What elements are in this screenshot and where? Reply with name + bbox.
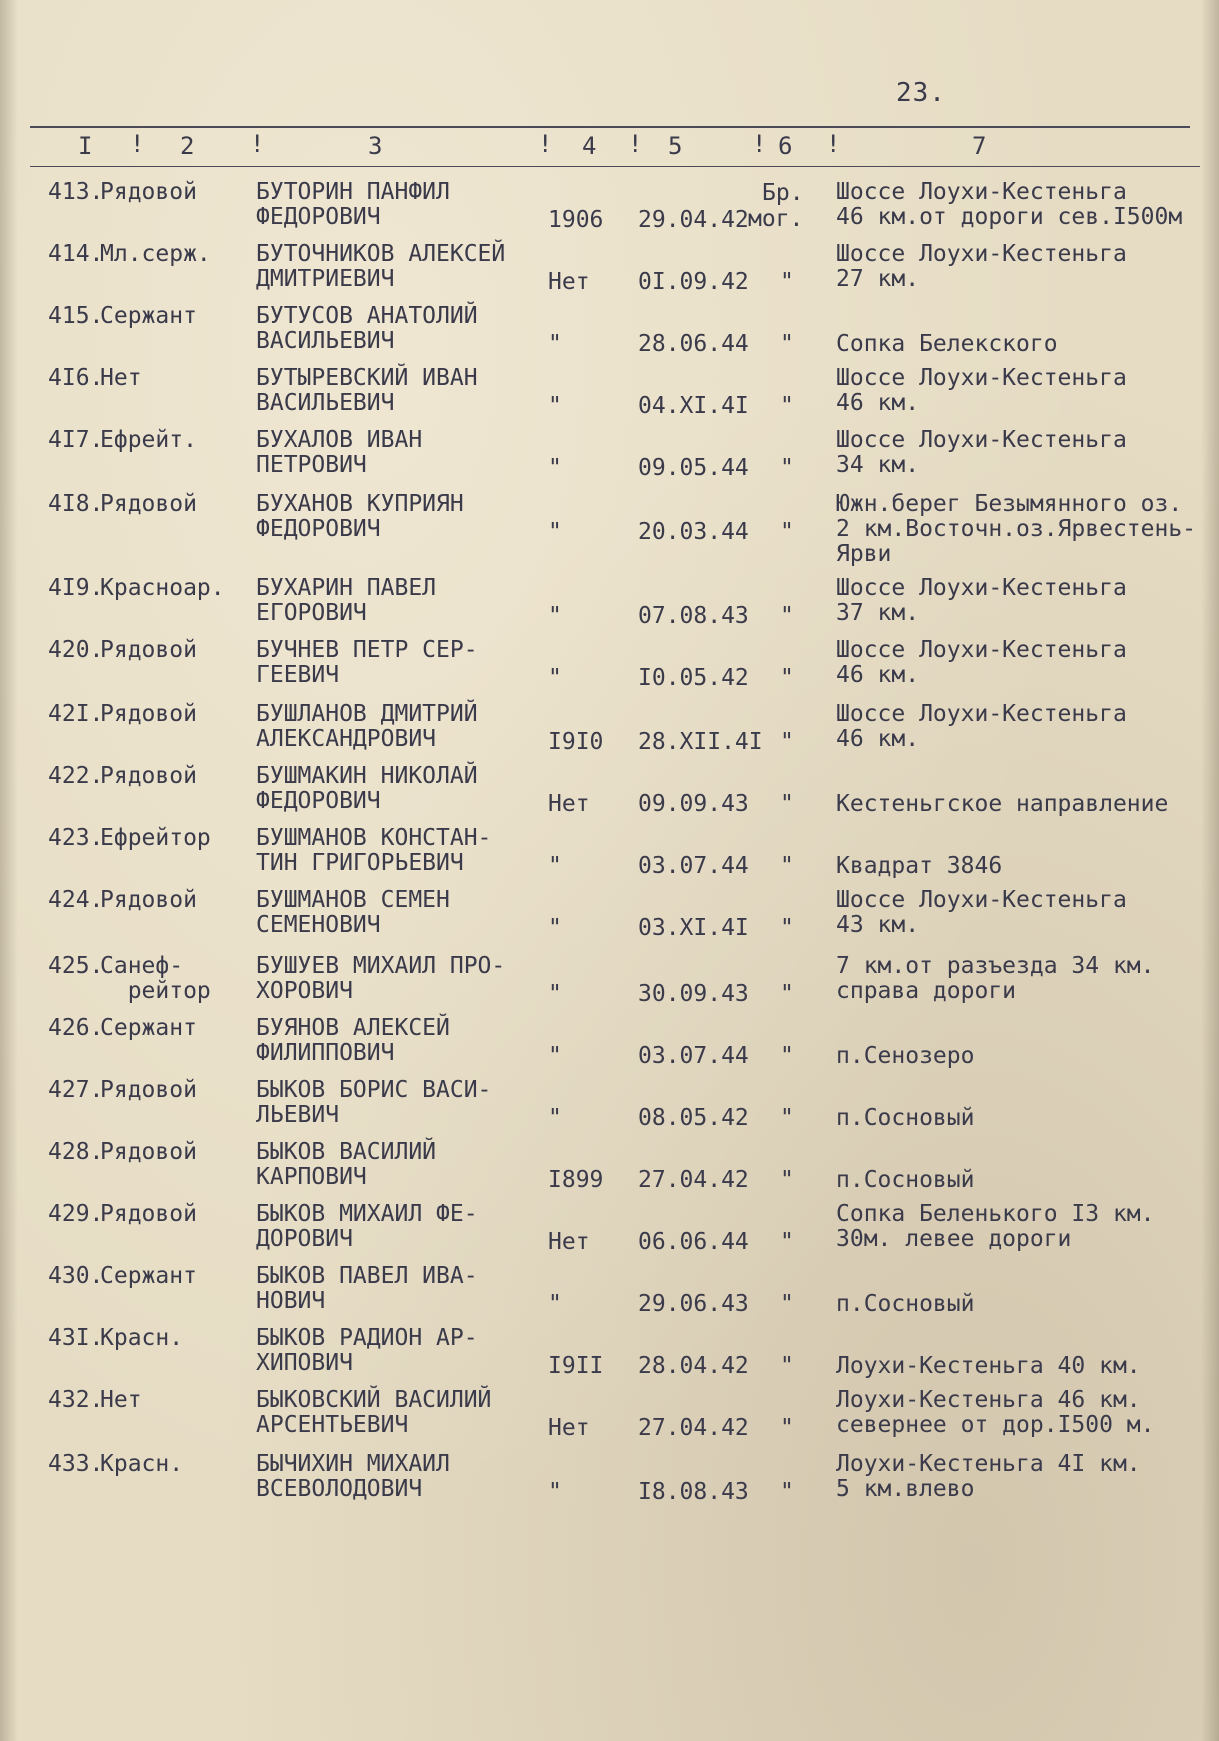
row-rank: Ефрейтор <box>100 825 211 851</box>
row-number: 414. <box>48 241 104 267</box>
row-burial-place: п.Сосновый <box>836 1105 975 1131</box>
row-birth-year: " <box>548 853 562 879</box>
row-burial-place: Южн.берег Безымянного оз. 2 км.Восточн.оз.Ярвестень- Ярви <box>836 491 1197 567</box>
row-number: 424. <box>48 887 104 913</box>
row-name: БУШМАНОВ СЕМЕН СЕМЕНОВИЧ <box>256 887 450 938</box>
row-name: БУШУЕВ МИХАИЛ ПРО- ХОРОВИЧ <box>256 953 506 1004</box>
row-rank: Красн. <box>100 1325 184 1351</box>
row-number: 427. <box>48 1077 104 1103</box>
row-date: 28.XII.4I <box>638 729 763 755</box>
table-row <box>0 702 1219 764</box>
row-birth-year: " <box>548 1291 562 1317</box>
row-number: 423. <box>48 825 104 851</box>
row-name: БУШМАНОВ КОНСТАН- ТИН ГРИГОРЬЕВИЧ <box>256 825 492 876</box>
row-unit-ditto: " <box>780 1043 794 1069</box>
row-number: 43I. <box>48 1325 104 1351</box>
row-name: БУЧНЕВ ПЕТР СЕР- ГЕЕВИЧ <box>256 637 478 688</box>
row-burial-place: Лоухи-Кестеньга 40 км. <box>836 1353 1141 1379</box>
unit-abbrev-line1: Бр. <box>762 180 804 206</box>
row-birth-year: I9II <box>548 1353 604 1379</box>
unit-abbrev-line2: мог. <box>748 206 804 232</box>
row-unit-ditto: " <box>780 665 794 691</box>
table-row <box>0 1140 1219 1202</box>
header-col-1: I <box>78 132 93 160</box>
row-unit-ditto: " <box>780 1415 794 1441</box>
row-birth-year: " <box>548 455 562 481</box>
row-date: 28.04.42 <box>638 1353 749 1379</box>
row-name: БУХАЛОВ ИВАН ПЕТРОВИЧ <box>256 427 423 478</box>
row-birth-year: " <box>548 393 562 419</box>
header-separator: ! <box>628 130 643 158</box>
header-separator: ! <box>752 130 767 158</box>
row-birth-year: I899 <box>548 1167 604 1193</box>
row-rank: Рядовой <box>100 491 197 517</box>
row-rank: Красн. <box>100 1451 184 1477</box>
row-number: 425. <box>48 953 104 979</box>
row-number: 4I7. <box>48 427 104 453</box>
row-name: БУТОРИН ПАНФИЛ ФЕДОРОВИЧ <box>256 179 450 230</box>
table-row <box>0 764 1219 826</box>
row-date: 30.09.43 <box>638 981 749 1007</box>
row-number: 428. <box>48 1139 104 1165</box>
row-burial-place: 7 км.от разъезда 34 км. справа дороги <box>836 953 1155 1004</box>
row-birth-year: " <box>548 1105 562 1131</box>
row-burial-place: Кестеньгское направление <box>836 791 1169 817</box>
row-birth-year: 1906 <box>548 207 604 233</box>
row-name: БУЯНОВ АЛЕКСЕЙ ФИЛИППОВИЧ <box>256 1015 450 1066</box>
row-unit-ditto: " <box>780 1167 794 1193</box>
row-birth-year: " <box>548 1479 562 1505</box>
row-rank: Сержант <box>100 1015 197 1041</box>
row-name: БУШЛАНОВ ДМИТРИЙ АЛЕКСАНДРОВИЧ <box>256 701 478 752</box>
row-rank: Сержант <box>100 1263 197 1289</box>
row-name: БУТОЧНИКОВ АЛЕКСЕЙ ДМИТРИЕВИЧ <box>256 241 506 292</box>
row-date: I0.05.42 <box>638 665 749 691</box>
row-name: БЫЧИХИН МИХАИЛ ВСЕВОЛОДОВИЧ <box>256 1451 450 1502</box>
header-rule-bottom <box>30 166 1200 167</box>
table-row <box>0 1016 1219 1078</box>
row-number: 430. <box>48 1263 104 1289</box>
row-name: БЫКОВ ПАВЕЛ ИВА- НОВИЧ <box>256 1263 478 1314</box>
row-birth-year: I9I0 <box>548 729 604 755</box>
table-row <box>0 954 1219 1016</box>
row-number: 432. <box>48 1387 104 1413</box>
row-rank: Нет <box>100 365 142 391</box>
row-date: 03.07.44 <box>638 1043 749 1069</box>
row-name: БУШМАКИН НИКОЛАЙ ФЕДОРОВИЧ <box>256 763 478 814</box>
row-birth-year: Нет <box>548 791 590 817</box>
table-row <box>0 242 1219 304</box>
table-row <box>0 1326 1219 1388</box>
row-name: БУХАРИН ПАВЕЛ ЕГОРОВИЧ <box>256 575 437 626</box>
header-separator: ! <box>826 130 841 158</box>
row-name: БЫКОВ МИХАИЛ ФЕ- ДОРОВИЧ <box>256 1201 478 1252</box>
row-date: 08.05.42 <box>638 1105 749 1131</box>
row-unit-ditto: " <box>780 455 794 481</box>
row-burial-place: Шоссе Лоухи-Кестеньга 34 км. <box>836 427 1127 478</box>
row-burial-place: п.Сенозеро <box>836 1043 975 1069</box>
row-rank: Рядовой <box>100 179 197 205</box>
row-unit-ditto: " <box>780 915 794 941</box>
row-birth-year: " <box>548 665 562 691</box>
row-date: 29.06.43 <box>638 1291 749 1317</box>
table-row <box>0 1202 1219 1264</box>
row-name: БЫКОВ БОРИС ВАСИ- ЛЬЕВИЧ <box>256 1077 492 1128</box>
row-date: 29.04.42 <box>638 207 749 233</box>
row-date: 03.07.44 <box>638 853 749 879</box>
row-rank: Рядовой <box>100 763 197 789</box>
row-name: БЫКОВ РАДИОН АР- ХИПОВИЧ <box>256 1325 478 1376</box>
table-row <box>0 492 1219 580</box>
row-number: 433. <box>48 1451 104 1477</box>
row-unit-ditto: " <box>780 1353 794 1379</box>
row-rank: Рядовой <box>100 1201 197 1227</box>
row-number: 420. <box>48 637 104 663</box>
header-rule-top <box>30 126 1190 128</box>
row-burial-place: п.Сосновый <box>836 1291 975 1317</box>
row-burial-place: Шоссе Лоухи-Кестеньга 46 км. <box>836 701 1127 752</box>
table-row <box>0 1264 1219 1326</box>
table-row <box>0 304 1219 366</box>
row-birth-year: Нет <box>548 1415 590 1441</box>
row-rank: Рядовой <box>100 887 197 913</box>
row-rank: Рядовой <box>100 1077 197 1103</box>
row-unit-ditto: " <box>780 603 794 629</box>
row-unit-ditto: " <box>780 981 794 1007</box>
row-rank: Санеф- рейтор <box>100 953 211 1004</box>
row-burial-place: Сопка Беленького I3 км. 30м. левее дороги <box>836 1201 1155 1252</box>
row-burial-place: Шоссе Лоухи-Кестеньга 43 км. <box>836 887 1127 938</box>
row-rank: Мл.серж. <box>100 241 211 267</box>
row-name: БЫКОВ ВАСИЛИЙ КАРПОВИЧ <box>256 1139 437 1190</box>
header-col-7: 7 <box>972 132 987 160</box>
row-name: БУХАНОВ КУПРИЯН ФЕДОРОВИЧ <box>256 491 464 542</box>
table-row <box>0 638 1219 700</box>
row-burial-place: Сопка Белекского <box>836 331 1058 357</box>
page-number: 23. <box>896 78 946 108</box>
header-col-4: 4 <box>582 132 597 160</box>
row-birth-year: " <box>548 519 562 545</box>
row-burial-place: Шоссе Лоухи-Кестеньга 46 км. <box>836 637 1127 688</box>
row-date: 07.08.43 <box>638 603 749 629</box>
row-burial-place: Лоухи-Кестеньга 46 км. севернее от дор.I500 м. <box>836 1387 1155 1438</box>
row-unit-ditto: " <box>780 331 794 357</box>
row-unit-ditto: " <box>780 1479 794 1505</box>
row-burial-place: Шоссе Лоухи-Кестеньга 46 км.от дороги сев.I500м <box>836 179 1183 230</box>
row-number: 429. <box>48 1201 104 1227</box>
header-col-5: 5 <box>668 132 683 160</box>
table-row <box>0 366 1219 428</box>
row-unit-ditto: " <box>780 393 794 419</box>
row-unit-ditto: " <box>780 791 794 817</box>
row-unit-ditto: " <box>780 1105 794 1131</box>
row-date: 28.06.44 <box>638 331 749 357</box>
row-rank: Рядовой <box>100 701 197 727</box>
row-unit-ditto: " <box>780 519 794 545</box>
row-number: 415. <box>48 303 104 329</box>
row-rank: Ефрейт. <box>100 427 197 453</box>
row-date: I8.08.43 <box>638 1479 749 1505</box>
row-number: 42I. <box>48 701 104 727</box>
row-birth-year: " <box>548 331 562 357</box>
row-number: 4I9. <box>48 575 104 601</box>
row-birth-year: Нет <box>548 269 590 295</box>
header-col-2: 2 <box>180 132 195 160</box>
row-rank: Красноар. <box>100 575 225 601</box>
row-birth-year: " <box>548 915 562 941</box>
row-date: 04.XI.4I <box>638 393 749 419</box>
row-unit-ditto: " <box>780 729 794 755</box>
row-burial-place: п.Сосновый <box>836 1167 975 1193</box>
row-date: 09.09.43 <box>638 791 749 817</box>
row-burial-place: Квадрат 3846 <box>836 853 1003 879</box>
row-name: БУТЫРЕВСКИЙ ИВАН ВАСИЛЬЕВИЧ <box>256 365 478 416</box>
row-name: БЫКОВСКИЙ ВАСИЛИЙ АРСЕНТЬЕВИЧ <box>256 1387 492 1438</box>
table-row <box>0 180 1219 242</box>
row-burial-place: Шоссе Лоухи-Кестеньга 46 км. <box>836 365 1127 416</box>
row-rank: Сержант <box>100 303 197 329</box>
table-row <box>0 888 1219 950</box>
row-rank: Рядовой <box>100 1139 197 1165</box>
row-birth-year: Нет <box>548 1229 590 1255</box>
header-separator: ! <box>130 130 145 158</box>
row-unit-ditto: " <box>780 853 794 879</box>
row-birth-year: " <box>548 981 562 1007</box>
row-unit-ditto: " <box>780 269 794 295</box>
row-date: 27.04.42 <box>638 1415 749 1441</box>
table-row <box>0 576 1219 638</box>
row-unit-ditto: " <box>780 1291 794 1317</box>
row-number: 426. <box>48 1015 104 1041</box>
table-row <box>0 428 1219 490</box>
row-rank: Рядовой <box>100 637 197 663</box>
header-col-3: 3 <box>368 132 383 160</box>
row-burial-place: Шоссе Лоухи-Кестеньга 37 км. <box>836 575 1127 626</box>
row-birth-year: " <box>548 1043 562 1069</box>
row-rank: Нет <box>100 1387 142 1413</box>
row-birth-year: " <box>548 603 562 629</box>
row-number: 4I6. <box>48 365 104 391</box>
header-separator: ! <box>538 130 553 158</box>
row-date: 03.XI.4I <box>638 915 749 941</box>
table-row <box>0 1388 1219 1450</box>
header-col-6: 6 <box>778 132 793 160</box>
row-number: 422. <box>48 763 104 789</box>
row-unit-ditto: " <box>780 1229 794 1255</box>
row-name: БУТУСОВ АНАТОЛИЙ ВАСИЛЬЕВИЧ <box>256 303 478 354</box>
row-date: 27.04.42 <box>638 1167 749 1193</box>
row-number: 413. <box>48 179 104 205</box>
row-date: 06.06.44 <box>638 1229 749 1255</box>
table-row <box>0 1452 1219 1514</box>
table-row <box>0 1078 1219 1140</box>
header-separator: ! <box>250 130 265 158</box>
table-row <box>0 826 1219 888</box>
row-burial-place: Лоухи-Кестеньга 4I км. 5 км.влево <box>836 1451 1141 1502</box>
row-date: 20.03.44 <box>638 519 749 545</box>
row-date: 0I.09.42 <box>638 269 749 295</box>
row-date: 09.05.44 <box>638 455 749 481</box>
row-number: 4I8. <box>48 491 104 517</box>
row-burial-place: Шоссе Лоухи-Кестеньга 27 км. <box>836 241 1127 292</box>
